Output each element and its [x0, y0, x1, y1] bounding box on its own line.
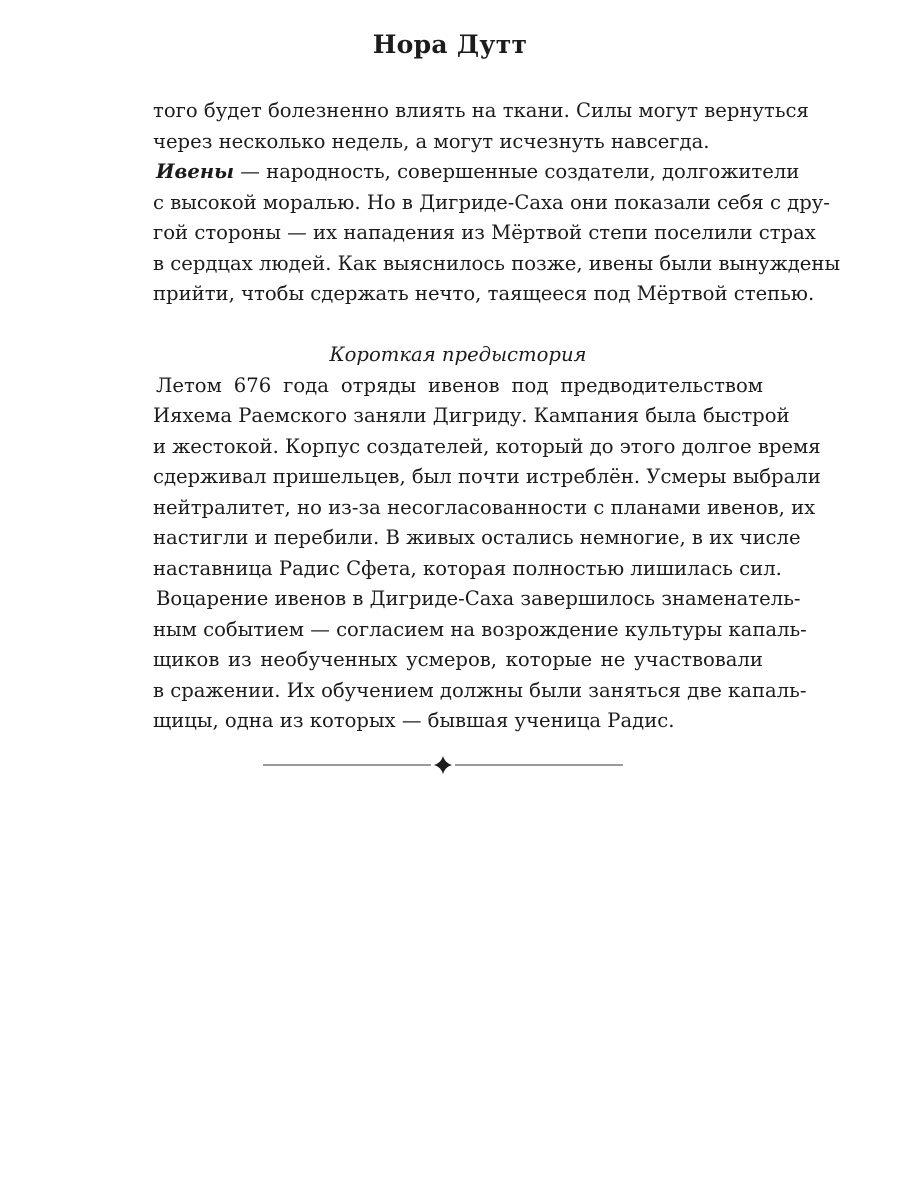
text-line: щицы, одна из которых — бывшая ученица Радис.	[153, 709, 675, 732]
text-line	[153, 157, 800, 188]
text-line: прийти, чтобы сдержать нечто, таящееся под Мёртвой степью.	[153, 282, 815, 305]
text-line: Ияхема Раемского заняли Дигриду. Кампания была быстрой	[153, 404, 790, 427]
section-divider-ornament	[263, 754, 623, 776]
paragraph-backstory	[153, 371, 821, 585]
section-title: Короткая предыстория	[329, 343, 587, 366]
text-line: наставница Радис Сфета, которая полностью лишилась сил.	[153, 556, 782, 580]
text-line: Летом 676 года отряды ивенов под предводительством	[156, 373, 763, 397]
text-line: ным событием — согласием на возрождение культуры капаль-	[153, 617, 807, 641]
text-line: через несколько недель, а могут исчезнуть навсегда.	[153, 129, 710, 153]
text-line: настигли и перебили. В живых остались немногие, в их числе	[153, 526, 801, 549]
text-line: Воцарение ивенов в Дигриде-Саха завершилось знаменатель-	[156, 587, 801, 610]
paragraph-ivens-definition	[153, 157, 841, 310]
diamond-star-icon	[434, 756, 452, 774]
text-line: с высокой моралью. Но в Дигриде-Саха они показали себя с дру-	[153, 190, 830, 214]
body-text	[153, 96, 841, 737]
glossary-term: Ивены	[156, 160, 235, 183]
text-line: в сердцах людей. Как выяснилось позже, ивены были вынуждены	[153, 251, 841, 275]
text-line: того будет болезненно влиять на ткани. Силы могут вернуться	[153, 99, 809, 122]
text-line: в сражении. Их обучением должны были заняться две капаль-	[153, 678, 807, 702]
paragraph-continued	[153, 96, 809, 157]
text-line: нейтралитет, но из-за несогласованности с планами ивенов, их	[153, 495, 816, 519]
running-header-author: Нора Дутт	[372, 30, 528, 59]
spacer	[153, 310, 763, 341]
paragraph-enthronement	[153, 584, 807, 737]
text-line: гой стороны — их нападения из Мёртвой степи поселили страх	[153, 221, 816, 244]
term-definition: — народность, совершенные создатели, долгожители	[234, 160, 800, 183]
text-line: сдерживал пришельцев, был почти истреблён. Усмеры выбрали	[153, 465, 821, 488]
text-line: щиков из необученных усмеров, которые не участвовали	[153, 648, 763, 671]
text-line: и жестокой. Корпус создателей, который до этого долгое время	[153, 434, 821, 458]
